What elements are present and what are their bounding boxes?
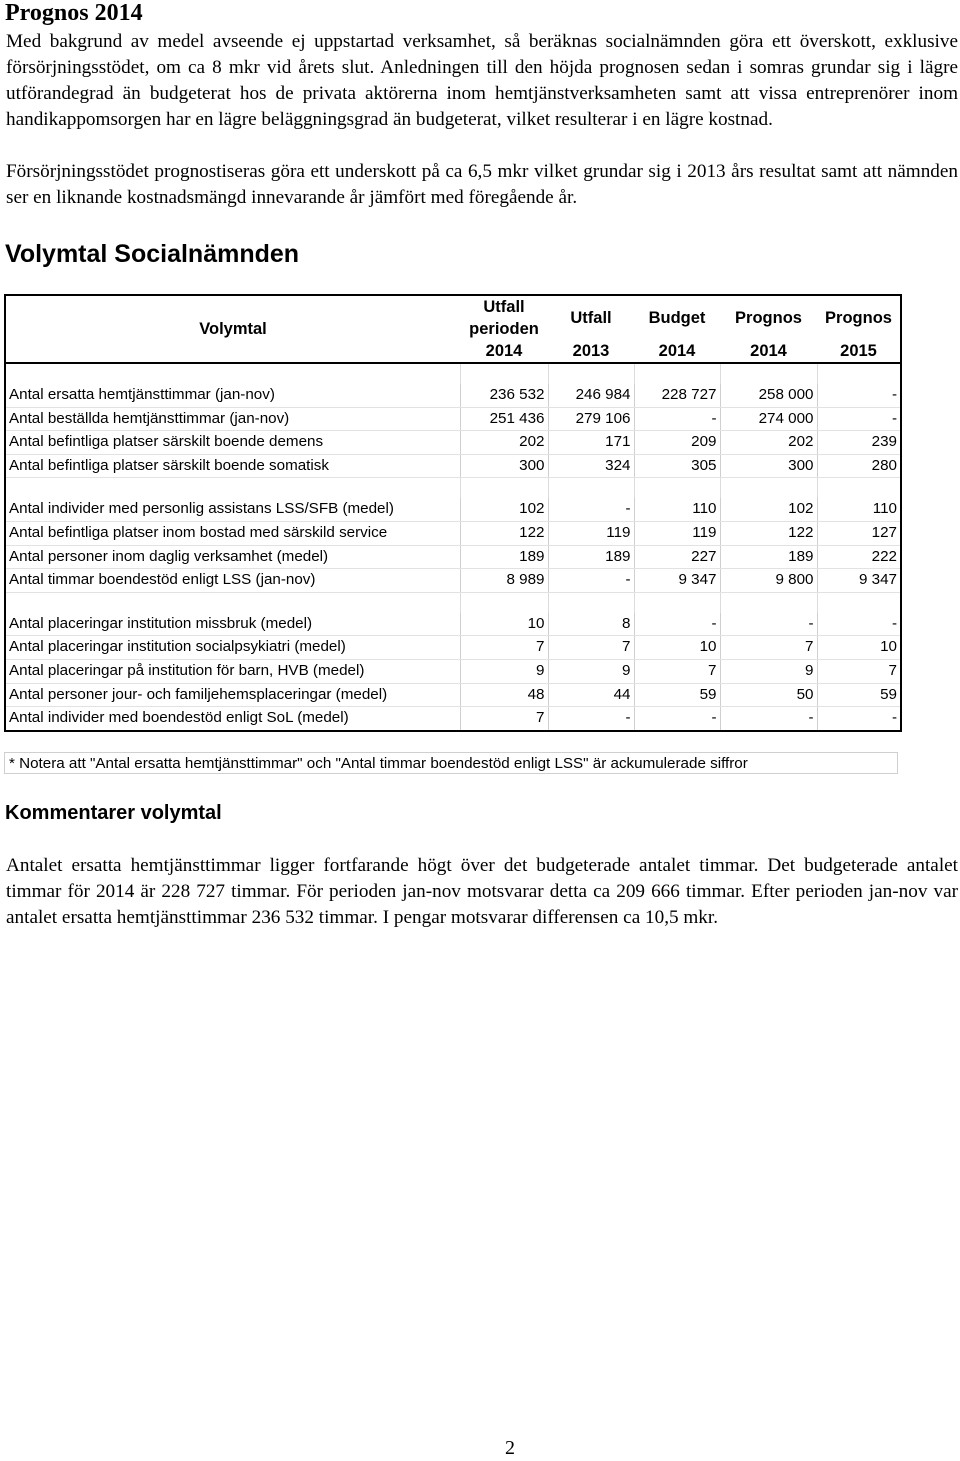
forsorjningsstod-paragraph: Försörjningsstödet prognostiseras göra ett underskott på ca 6,5 mkr vilket grundar sig i 2013 års resultat samt att nämnden ser en liknande kostnadsmängd innevarande år jämfört med föregående år. <box>6 161 958 208</box>
comments-paragraph: Antalet ersatta hemtjänsttimmar ligger fortfarande högt över det budgeterade antalet timmar. Det budgeterade antalet timmar för 2014 är 228 727 timmar. För perioden jan-nov motsvarar detta ca 209 666 timmar. Efter perioden jan-nov var antalet ersatta hemtjänsttimmar 236 532 timmar. I pengar motsvarar differensen ca 10,5 mkr. <box>6 855 958 928</box>
header-volymtal: Volymtal <box>5 295 460 363</box>
table-row <box>5 636 901 660</box>
table-row <box>5 384 901 407</box>
table-row <box>5 707 901 731</box>
header-year-2: 2014 <box>634 340 720 363</box>
cell-value: - <box>817 384 901 407</box>
cell-value: - <box>634 613 720 636</box>
cell-value: 44 <box>548 683 634 707</box>
row-label: Antal befintliga platser särskilt boende somatisk <box>5 454 460 478</box>
comments-heading: Kommentarer volymtal <box>5 802 222 824</box>
header-col-3: Prognos <box>720 295 817 340</box>
row-label: Antal befintliga platser inom bostad med särskild service <box>5 521 460 545</box>
row-label: Antal befintliga platser särskilt boende demens <box>5 431 460 455</box>
table-footnote: * Notera att "Antal ersatta hemtjänsttimmar" och "Antal timmar boendestöd enligt LSS" är ackumulerade siffror <box>4 752 898 774</box>
cell-value: 227 <box>634 545 720 569</box>
cell-value: 189 <box>460 545 548 569</box>
header-col-0-line2: perioden <box>469 320 539 338</box>
cell-value: 119 <box>548 521 634 545</box>
row-label: Antal beställda hemtjänsttimmar (jan-nov) <box>5 407 460 431</box>
cell-value: 10 <box>817 636 901 660</box>
cell-value: 7 <box>817 659 901 683</box>
cell-value: 239 <box>817 431 901 455</box>
cell-value: 300 <box>720 454 817 478</box>
cell-value: 9 <box>460 659 548 683</box>
cell-value: 9 <box>720 659 817 683</box>
row-label: Antal placeringar institution missbruk (medel) <box>5 613 460 636</box>
section-heading: Volymtal Socialnämnden <box>5 240 300 268</box>
cell-value: - <box>720 613 817 636</box>
cell-value: - <box>817 707 901 731</box>
cell-value: 122 <box>460 521 548 545</box>
header-year-3: 2014 <box>720 340 817 363</box>
cell-value: 280 <box>817 454 901 478</box>
cell-value: 246 984 <box>548 384 634 407</box>
cell-value: 10 <box>460 613 548 636</box>
cell-value: - <box>548 498 634 521</box>
cell-value: 7 <box>460 707 548 731</box>
table-body <box>5 363 901 731</box>
row-label: Antal individer med boendestöd enligt SoL (medel) <box>5 707 460 731</box>
cell-value: 9 347 <box>817 569 901 593</box>
table-header <box>5 295 901 363</box>
cell-value: 189 <box>548 545 634 569</box>
cell-value: 102 <box>460 498 548 521</box>
row-label: Antal ersatta hemtjänsttimmar (jan-nov) <box>5 384 460 407</box>
cell-value: 122 <box>720 521 817 545</box>
header-col-4: Prognos <box>817 295 901 340</box>
cell-value: 171 <box>548 431 634 455</box>
spacer-row <box>5 363 901 384</box>
table-row <box>5 407 901 431</box>
row-label: Antal personer jour- och familjehemsplaceringar (medel) <box>5 683 460 707</box>
cell-value: 59 <box>817 683 901 707</box>
cell-value: 251 436 <box>460 407 548 431</box>
table-row <box>5 498 901 521</box>
cell-value: 222 <box>817 545 901 569</box>
cell-value: - <box>817 613 901 636</box>
table-row <box>5 569 901 593</box>
cell-value: 258 000 <box>720 384 817 407</box>
cell-value: 110 <box>634 498 720 521</box>
cell-value: 50 <box>720 683 817 707</box>
table-row <box>5 683 901 707</box>
table-row <box>5 454 901 478</box>
row-label: Antal timmar boendestöd enligt LSS (jan-nov) <box>5 569 460 593</box>
cell-value: - <box>634 407 720 431</box>
table-row <box>5 545 901 569</box>
page-number: 2 <box>505 1437 515 1459</box>
cell-value: 209 <box>634 431 720 455</box>
header-year-4: 2015 <box>817 340 901 363</box>
table-row <box>5 431 901 455</box>
page-title: Prognos 2014 <box>5 0 143 26</box>
cell-value: 7 <box>548 636 634 660</box>
cell-value: 7 <box>460 636 548 660</box>
header-col-2: Budget <box>634 295 720 340</box>
header-year-1: 2013 <box>548 340 634 363</box>
cell-value: 202 <box>460 431 548 455</box>
cell-value: 10 <box>634 636 720 660</box>
row-label: Antal individer med personlig assistans LSS/SFB (medel) <box>5 498 460 521</box>
cell-value: - <box>634 707 720 731</box>
cell-value: 102 <box>720 498 817 521</box>
cell-value: 127 <box>817 521 901 545</box>
spacer-row <box>5 592 901 613</box>
cell-value: 274 000 <box>720 407 817 431</box>
header-col-0 <box>460 295 548 340</box>
intro-paragraph: Med bakgrund av medel avseende ej uppstartad verksamhet, så beräknas socialnämnden göra ett överskott, exklusive försörjningsstödet, om ca 8 mkr vid årets slut. Anledningen till den höjda prognosen sedan i somras grundar sig i lägre utförandegrad än budgeterat hos de privata aktörerna inom hemtjänstverksamheten samt att vissa entreprenörer inom handikappomsorgen har en lägre beläggningsgrad än budgeterat, vilket resulterar i en lägre kostnad. <box>6 31 958 130</box>
cell-value: 324 <box>548 454 634 478</box>
cell-value: 7 <box>720 636 817 660</box>
cell-value: 7 <box>634 659 720 683</box>
cell-value: 119 <box>634 521 720 545</box>
cell-value: - <box>720 707 817 731</box>
row-label: Antal placeringar institution socialpsykiatri (medel) <box>5 636 460 660</box>
cell-value: - <box>548 569 634 593</box>
cell-value: 48 <box>460 683 548 707</box>
cell-value: 228 727 <box>634 384 720 407</box>
cell-value: 202 <box>720 431 817 455</box>
header-year-0: 2014 <box>460 340 548 363</box>
cell-value: 110 <box>817 498 901 521</box>
cell-value: 236 532 <box>460 384 548 407</box>
cell-value: 305 <box>634 454 720 478</box>
cell-value: 279 106 <box>548 407 634 431</box>
header-col-0-line1: Utfall <box>483 298 525 316</box>
row-label: Antal personer inom daglig verksamhet (medel) <box>5 545 460 569</box>
table-row <box>5 659 901 683</box>
cell-value: 189 <box>720 545 817 569</box>
cell-value: 8 <box>548 613 634 636</box>
cell-value: 8 989 <box>460 569 548 593</box>
cell-value: - <box>817 407 901 431</box>
cell-value: 9 800 <box>720 569 817 593</box>
cell-value: - <box>548 707 634 731</box>
cell-value: 59 <box>634 683 720 707</box>
header-col-1: Utfall <box>548 295 634 340</box>
volume-table <box>4 294 902 732</box>
cell-value: 9 347 <box>634 569 720 593</box>
cell-value: 300 <box>460 454 548 478</box>
spacer-row <box>5 478 901 499</box>
row-label: Antal placeringar på institution för barn, HVB (medel) <box>5 659 460 683</box>
table-row <box>5 521 901 545</box>
table-row <box>5 613 901 636</box>
cell-value: 9 <box>548 659 634 683</box>
